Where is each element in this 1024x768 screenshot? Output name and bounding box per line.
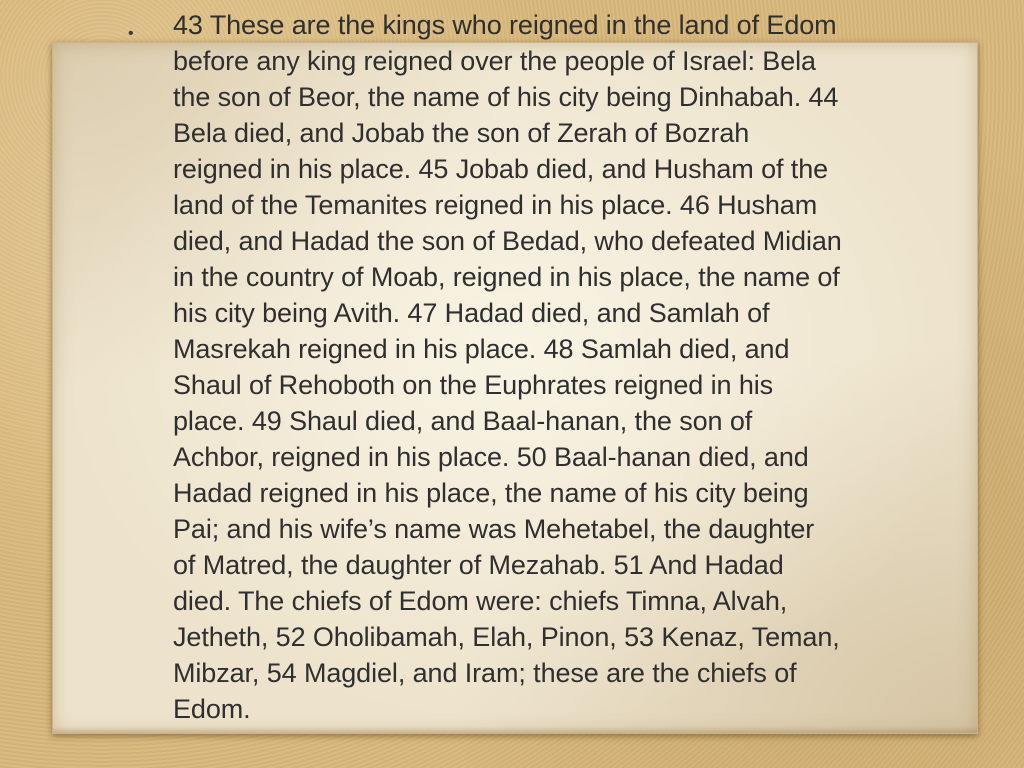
text-line: place. 49 Shaul died, and Baal-hanan, the son of <box>173 406 753 436</box>
bullet-point: • <box>128 25 134 42</box>
text-line: Jetheth, 52 Oholibamah, Elah, Pinon, 53 Kenaz, Teman, <box>173 622 840 652</box>
text-line: Shaul of Rehoboth on the Euphrates reigned in his <box>173 370 774 400</box>
text-line: Bela died, and Jobab the son of Zerah of Bozrah <box>173 118 750 148</box>
text-line: reigned in his place. 45 Jobab died, and Husham of the <box>173 154 829 184</box>
text-line: the son of Beor, the name of his city being Dinhabah. 44 <box>173 82 839 112</box>
text-line: his city being Avith. 47 Hadad died, and Samlah of <box>173 298 770 328</box>
text-line: Achbor, reigned in his place. 50 Baal-hanan died, and <box>173 442 809 472</box>
text-line: died, and Hadad the son of Bedad, who defeated Midian <box>173 226 842 256</box>
text-line: Hadad reigned in his place, the name of his city being <box>173 478 809 508</box>
text-line: Mibzar, 54 Magdiel, and Iram; these are the chiefs of <box>173 658 797 688</box>
text-line: of Matred, the daughter of Mezahab. 51 And Hadad <box>173 550 784 580</box>
text-line: Masrekah reigned in his place. 48 Samlah died, and <box>173 334 790 364</box>
text-line: died. The chiefs of Edom were: chiefs Timna, Alvah, <box>173 586 788 616</box>
text-line: Pai; and his wife’s name was Mehetabel, the daughter <box>173 514 815 544</box>
text-line: 43 These are the kings who reigned in the land of Edom <box>173 10 837 40</box>
text-line: land of the Temanites reigned in his place. 46 Husham <box>173 190 818 220</box>
scripture-text <box>173 7 933 727</box>
paper-edge-shadow <box>53 727 977 733</box>
text-line: in the country of Moab, reigned in his place, the name of <box>173 262 840 292</box>
text-line: before any king reigned over the people of Israel: Bela <box>173 46 816 76</box>
text-line: Edom. <box>173 694 251 724</box>
